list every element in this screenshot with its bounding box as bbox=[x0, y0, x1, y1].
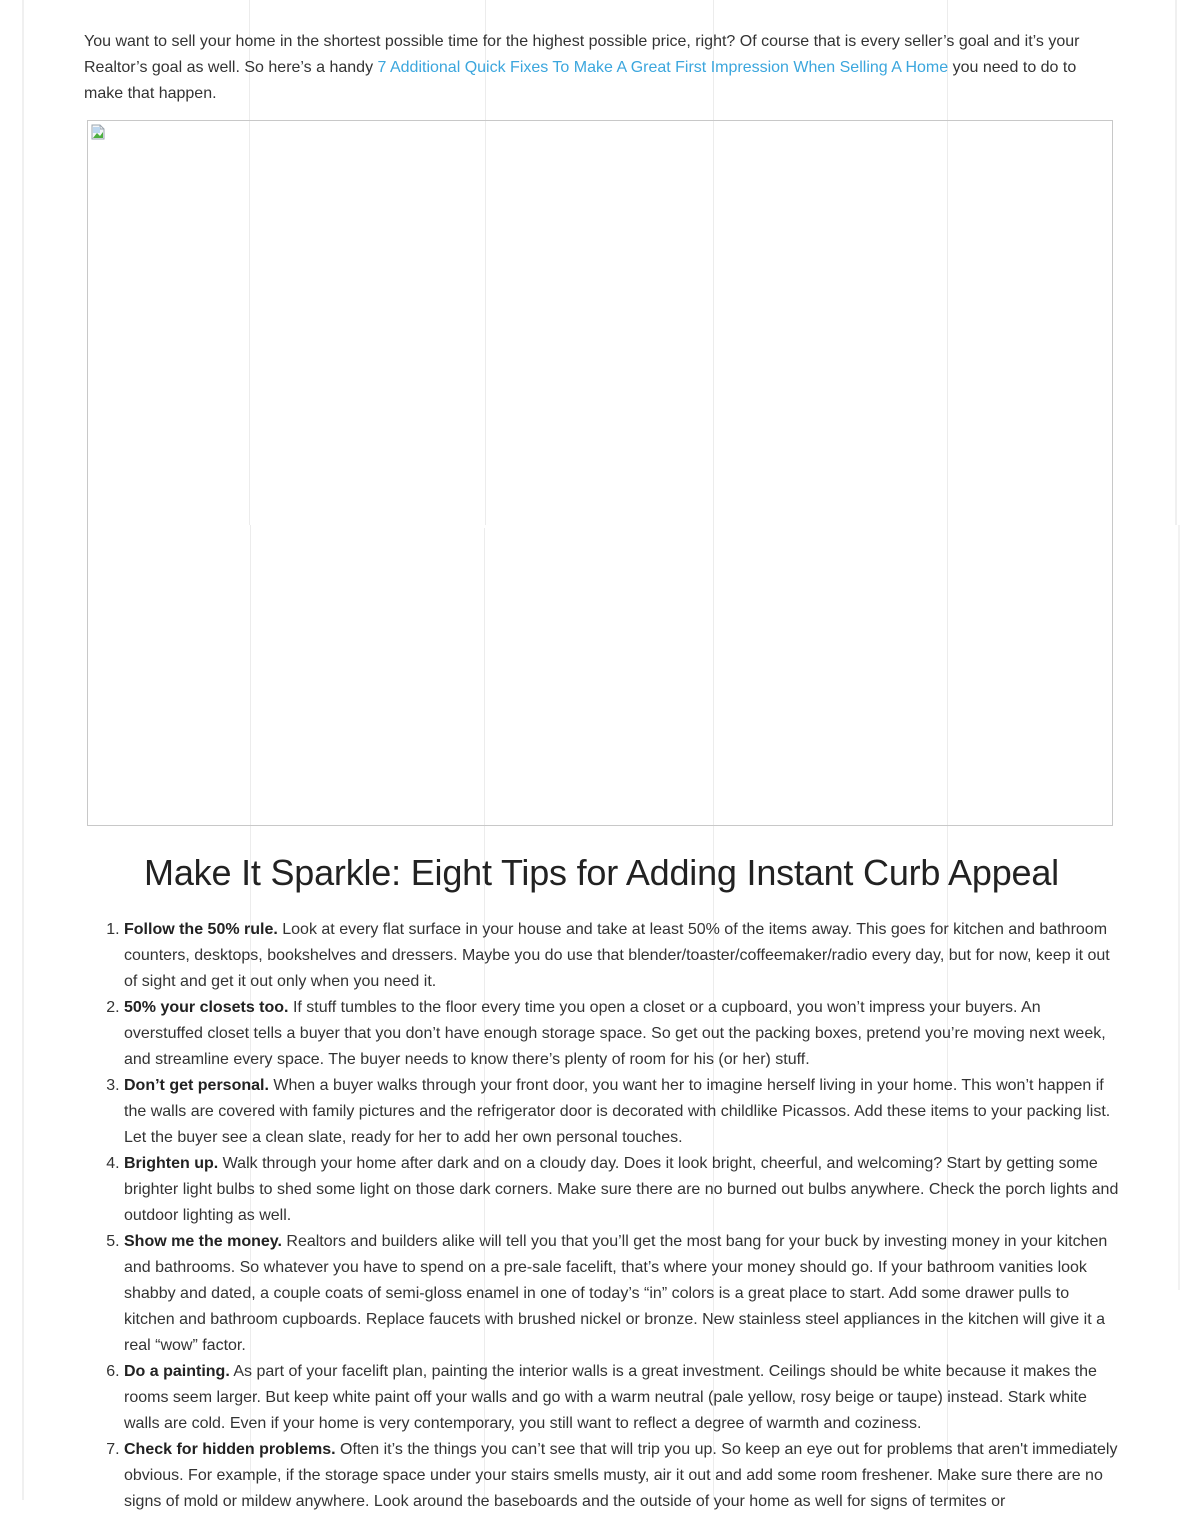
intro-text-before: You want to sell your home in the shortest possible time for the highest possible price, right? Of course that is every seller’s goal and it’s your Realtor’s goal as well. So here’s a handy bbox=[84, 33, 1080, 76]
list-item bbox=[124, 1229, 1119, 1359]
page-border-right bbox=[1175, 0, 1177, 525]
list-item bbox=[124, 1151, 1119, 1229]
article-image bbox=[87, 120, 1113, 826]
list-item bbox=[124, 1437, 1119, 1515]
intro-paragraph bbox=[84, 29, 1119, 107]
tip-body: As part of your facelift plan, painting the interior walls is a great investment. Ceilings should be white because it makes the rooms seem larger. But keep white paint off your walls and go with a warm neutral (pale yellow, rosy beige or taupe) instead. Stark white walls are cold. Even if your home is very contemporary, you still want to reflect a degree of warmth and coziness. bbox=[124, 1363, 1097, 1432]
page-border-right-lower bbox=[1178, 525, 1180, 1290]
tips-list bbox=[84, 917, 1119, 1515]
tip-body: Look at every flat surface in your house and take at least 50% of the items away. This goes for kitchen and bathroom counters, desktops, bookshelves and dressers. Maybe you do use that blender/toaster/coffeemaker/radio every day, but for now, keep it out of sight and get it out only when you need it. bbox=[124, 921, 1110, 990]
article-content bbox=[84, 29, 1119, 1515]
intro-text-after: you need to do to make that happen. bbox=[84, 59, 1077, 102]
list-item bbox=[124, 1359, 1119, 1437]
section-heading: Make It Sparkle: Eight Tips for Adding Instant Curb Appeal bbox=[144, 852, 1059, 893]
tip-body: When a buyer walks through your front door, you want her to imagine herself living in your home. This won’t happen if the walls are covered with family pictures and the refrigerator door is decorated with childlike Picassos. Add these items to your packing list. Let the buyer see a clean slate, ready for her to add her own personal touches. bbox=[124, 1077, 1111, 1146]
tip-title: Don’t get personal. bbox=[124, 1077, 269, 1094]
broken-image-icon bbox=[90, 124, 106, 140]
list-item bbox=[124, 1073, 1119, 1151]
tip-title: Do a painting. bbox=[124, 1363, 230, 1380]
tip-body: If stuff tumbles to the floor every time you open a closet or a cupboard, you won’t impress your buyers. An overstuffed closet tells a buyer that you don’t have enough storage space. So get out the packing boxes, pretend you’re moving next week, and streamline every space. The buyer needs to know there’s plenty of room for his (or her) stuff. bbox=[124, 999, 1106, 1068]
tip-body: Walk through your home after dark and on a cloudy day. Does it look bright, cheerful, and welcoming? Start by getting some brighter light bulbs to shed some light on those dark corners. Make sure there are no burned out bulbs anywhere. Check the porch lights and outdoor lighting as well. bbox=[124, 1155, 1119, 1224]
tip-title: 50% your closets too. bbox=[124, 999, 289, 1016]
tip-title: Check for hidden problems. bbox=[124, 1441, 336, 1458]
tip-body: Often it’s the things you can’t see that will trip you up. So keep an eye out for problems that aren't immediately obvious. For example, if the storage space under your stairs smells musty, air it out and add some room freshener. Make sure there are no signs of mold or mildew anywhere. Look around the baseboards and the outside of your home as well for signs of termites or bbox=[124, 1441, 1118, 1510]
page-border-left bbox=[22, 0, 24, 1500]
tip-title: Show me the money. bbox=[124, 1233, 282, 1250]
tip-title: Brighten up. bbox=[124, 1155, 219, 1172]
quick-fixes-link[interactable]: 7 Additional Quick Fixes To Make A Great First Impression When Selling A Home bbox=[377, 59, 949, 76]
list-item bbox=[124, 917, 1119, 995]
tip-title: Follow the 50% rule. bbox=[124, 921, 278, 938]
list-item bbox=[124, 995, 1119, 1073]
tip-body: Realtors and builders alike will tell you that you’ll get the most bang for your buck by investing money in your kitchen and bathrooms. So whatever you have to spend on a pre-sale facelift, that’s where your money should go. If your bathroom vanities look shabby and dated, a couple coats of semi-gloss enamel in one of today’s “in” colors is a great place to start. Add some drawer pulls to kitchen and bathroom cupboards. Replace faucets with brushed nickel or bronze. New stainless steel appliances in the kitchen will give it a real “wow” factor. bbox=[124, 1233, 1108, 1354]
